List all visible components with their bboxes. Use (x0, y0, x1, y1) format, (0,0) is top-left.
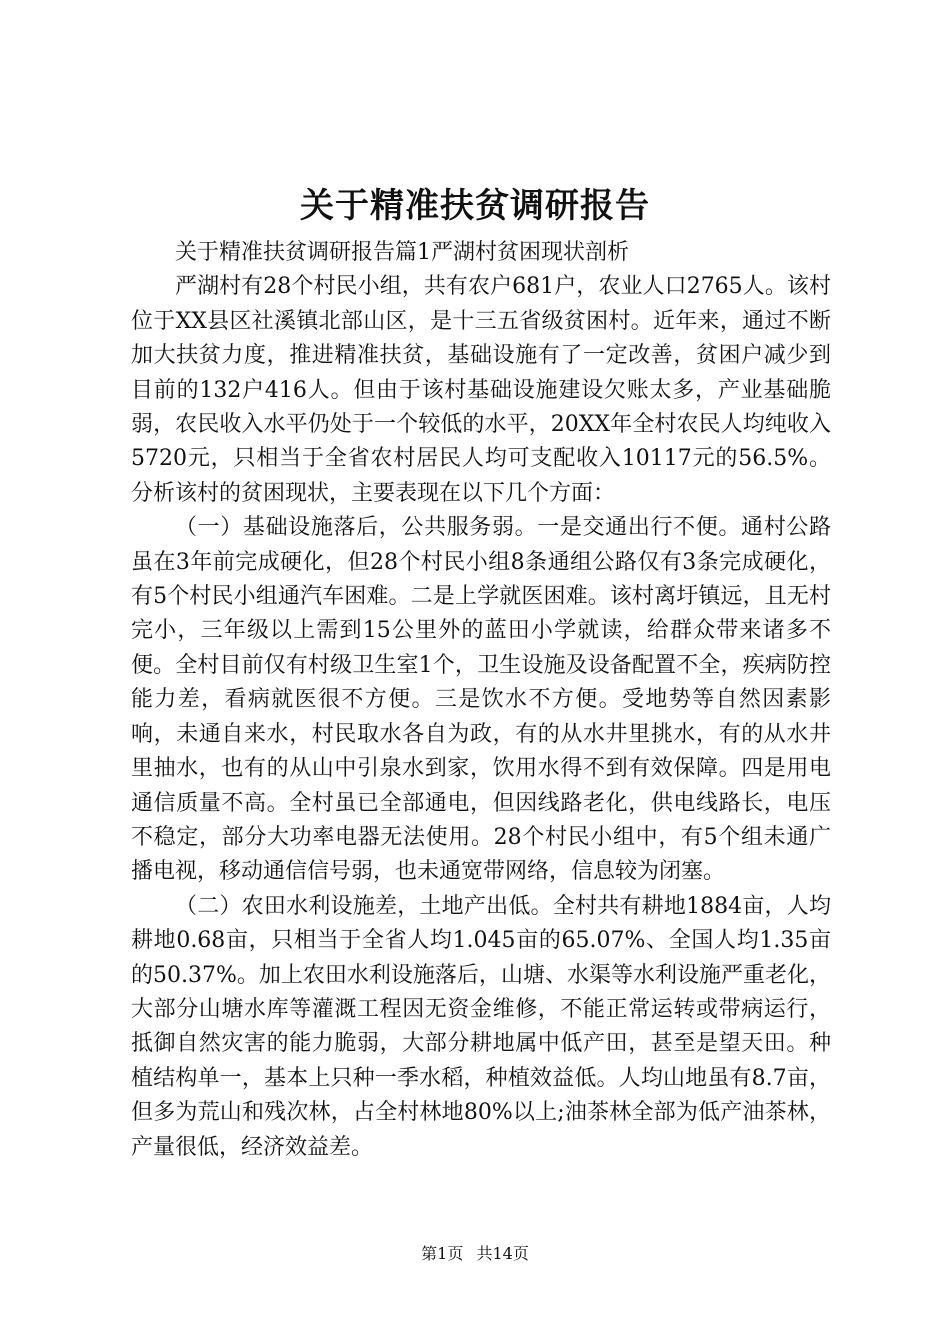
page-footer (0, 1244, 950, 1264)
paragraph-farmland: （二）农田水利设施差，土地产出低。全村共有耕地1884亩，人均耕地0.68亩，只相当于全省人均1.045亩的65.07%、全国人均1.35亩的50.37%。加上农田水利设施落后，山塘、水渠等水利设施严重老化，大部分山塘水库等灌溉工程因无资金维修，不能正常运转或带病运行，抵御自然灾害的能力脆弱，大部分耕地属中低产田，甚至是望天田。种植结构单一，基本上只种一季水稻，种植效益低。人均山地虽有8.7亩，但多为荒山和残次林，占全村林地80%以上;油茶林全部为低产油茶林，产量很低，经济效益差。 (131, 893, 831, 1160)
page-number: 第1页 (421, 1244, 464, 1263)
document-body (131, 236, 831, 1165)
paragraph-overview: 严湖村有28个村民小组，共有农户681户，农业人口2765人。该村位于XX县区社溪镇北部山区，是十三五省级贫困村。近年来，通过不断加大扶贫力度，推进精准扶贫，基础设施有了一定改善，贫困户减少到目前的132户416人。但由于该村基础设施建设欠账太多，产业基础脆弱，农民收入水平仍处于一个较低的水平，20XX年全村农民人均纯收入5720元，只相当于全省农村居民人均可支配收入10117元的56.5%。分析该村的贫困现状，主要表现在以下几个方面： (131, 274, 831, 506)
paragraph-infrastructure: （一）基础设施落后，公共服务弱。一是交通出行不便。通村公路虽在3年前完成硬化，但28个村民小组8条通组公路仅有3条完成硬化，有5个村民小组通汽车困难。二是上学就医困难。该村离圩镇远，且无村完小，三年级以上需到15公里外的蓝田小学就读，给群众带来诸多不便。全村目前仅有村级卫生室1个，卫生设施及设备配置不全，疾病防控能力差，看病就医很不方便。三是饮水不方便。受地势等自然因素影响，未通自来水，村民取水各自为政，有的从水井里挑水，有的从水井里抽水，也有的从山中引泉水到家，饮用水得不到有效保障。四是用电通信质量不高。全村虽已全部通电，但因线路老化，供电线路长，电压不稳定，部分大功率电器无法使用。28个村民小组中，有5个组未通广播电视，移动通信信号弱，也未通宽带网络，信息较为闭塞。 (131, 515, 831, 885)
page-total: 共14页 (476, 1244, 529, 1263)
document-title: 关于精准扶贫调研报告 (300, 186, 650, 226)
section-heading: 关于精准扶贫调研报告篇1严湖村贫困现状剖析 (175, 240, 629, 265)
